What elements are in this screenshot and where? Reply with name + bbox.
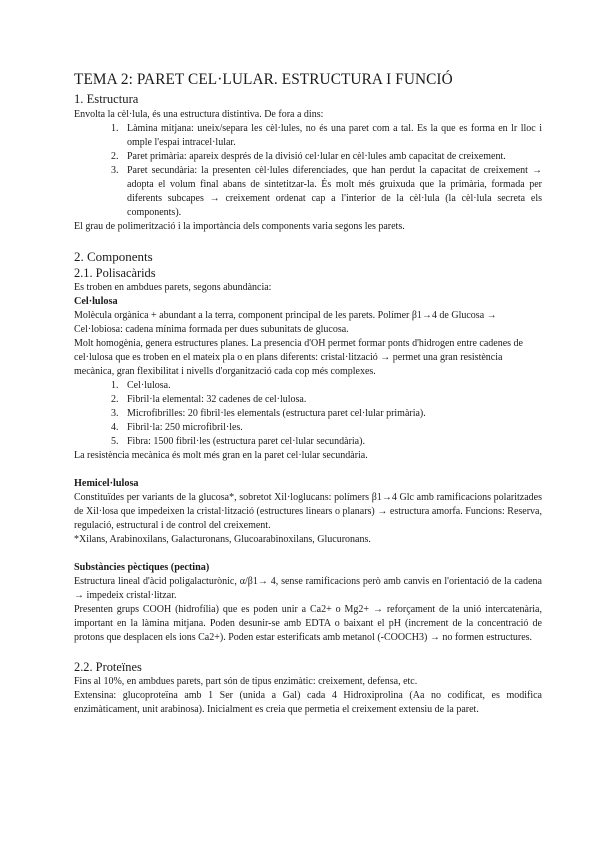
cellulose-list-item: 1. Cel·lulosa. [121, 379, 542, 393]
cellulose-list-item: 3. Microfibrilles: 20 fibril·les elementals (estructura paret cel·lular primària). [121, 407, 542, 421]
hemicellulose-footnote: *Xilans, Arabinoxilans, Galacturonans, Glucoarabinoxilans, Glucuronans. [74, 534, 371, 545]
structure-list-item: 3. Paret secundària: la presenten cèl·lules diferenciades, que han perdut la capacitat de creixement → adopta el volum final abans de sintetitzar-la. És molt més gruixuda que la primària, formada per diferents subcapes → creixement ordenat cap a l'interior de la cèl·lula (la cèl·lula secreta els components). [121, 164, 542, 220]
cellulose-list-item: 4. Fibril·la: 250 microfibril·les. [121, 421, 542, 435]
pectin-paragraph: Presenten grups COOH (hidrofília) que es poden unir a Ca2+ o Mg2+ → reforçament de la unió intercatenària, important en la làmina mitjana. Poden desunir-se amb EDTA o baixant el pH (increment de la concentració de protons que desplacen els ions Ca2+). Poden estar esterificats amb metanol (-COOCH3) → no formen estructures. [74, 604, 542, 643]
structure-list [74, 122, 542, 220]
cellulose-list [74, 379, 542, 449]
proteins-paragraph: Fins al 10%, en ambdues parets, part són de tipus enzimàtic: creixement, defensa, etc. [74, 676, 418, 687]
proteins-paragraph: Extensina: glucoproteïna amb 1 Ser (unida a Gal) cada 4 Hidroxiprolina (Aa no codificat, es modifica enzimàticament, unit arabinosa). Inicialment es creia que permetia el creixement extensiu de la paret. [74, 690, 542, 715]
hemicellulose-heading: Hemicel·lulosa [74, 478, 139, 489]
polysaccharides-intro: Es troben en ambdues parets, segons abundància: [74, 282, 272, 293]
cellulose-outro: La resistència mecànica és molt més gran en la paret cel·lular secundària. [74, 450, 368, 461]
document-title: TEMA 2: PARET CEL·LULAR. ESTRUCTURA I FUNCIÓ [74, 71, 453, 88]
structure-outro: El grau de polimerització i la importància dels components varia segons les parets. [74, 221, 405, 232]
cellulose-list-item: 2. Fibril·la elemental: 32 cadenes de cel·lulosa. [121, 393, 542, 407]
cellulose-paragraph: Molècula orgànica + abundant a la terra, component principal de les parets. Polímer β1→4 de Glucosa → Cel·lobiosa: cadena mínima formada per dues subunitats de glucosa. [74, 310, 497, 335]
subsection-polysaccharides-heading: 2.1. Polisacàrids [74, 266, 156, 280]
cellulose-list-item: 5. Fibra: 1500 fibril·les (estructura paret cel·lular secundària). [121, 435, 542, 449]
section-components-heading: 2. Components [74, 249, 153, 264]
structure-intro: Envolta la cèl·lula, és una estructura distintiva. De fora a dins: [74, 109, 324, 120]
spacer [74, 547, 542, 561]
structure-list-item: 1. Làmina mitjana: uneix/separa les cèl·lules, no és una paret com a tal. Es la que es forma en lr lloc i omple l'espai intracel·lular. [121, 122, 542, 150]
pectin-heading: Substàncies pèctiques (pectina) [74, 562, 210, 573]
cellulose-paragraph: Molt homogènia, genera estructures planes. La presencia d'OH permet formar ponts d'hidrogen entre cadenes de cel·lulosa que es troben en el mateix pla o en plans diferents: cristal·lització → permet una gran resistència mecànica, gran flexibilitat i nivells d'organització cada cop més complexes. [74, 338, 523, 377]
structure-list-item: 2. Paret primària: apareix després de la divisió cel·lular en cèl·lules amb capacitat de creixement. [121, 150, 542, 164]
spacer [74, 645, 542, 659]
spacer [74, 234, 542, 240]
subsection-proteins-heading: 2.2. Proteïnes [74, 660, 142, 674]
cellulose-heading: Cel·lulosa [74, 296, 118, 307]
section-structure-heading: 1. Estructura [74, 92, 139, 106]
spacer [74, 463, 542, 477]
hemicellulose-paragraph: Constituïdes per variants de la glucosa*, sobretot Xil·loglucans: polímers β1→4 Glc amb ramificacions polaritzades de Xil·losa que impedeixen la cristal·lització (estructures linears o planars) → estructura amorfa. Funcions: Reserva, regulació, estructural i de control del creixement. [74, 492, 542, 531]
pectin-paragraph: Estructura lineal d'àcid poligalacturònic, α/β1→ 4, sense ramificacions però amb canvis en l'orientació de la cadena → impedeix cristal·litzar. [74, 576, 542, 601]
